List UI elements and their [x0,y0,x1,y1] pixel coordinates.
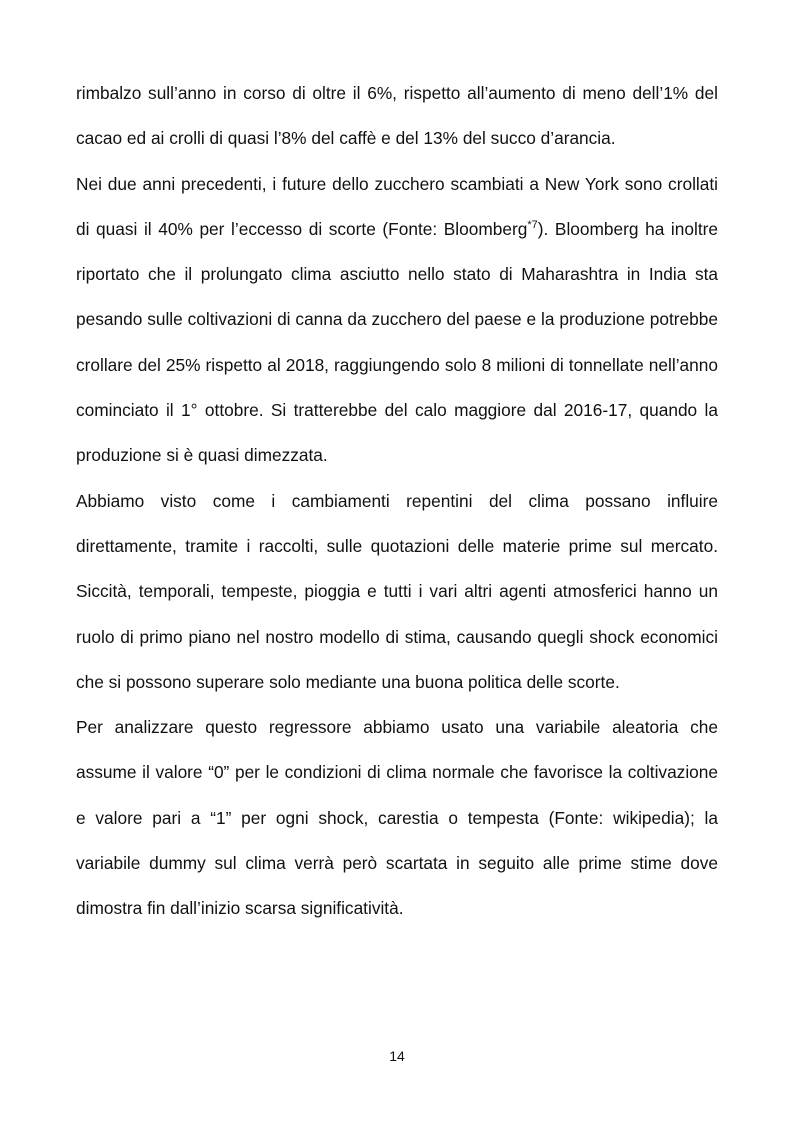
paragraph-sugar-text-end: ). Bloomberg ha inoltre riportato che il prolungato clima asciutto nello stato di Maharashtra in India sta pesando sulle coltivazioni di canna da zucchero del paese e la produzione potrebbe crollare del 25% rispetto al 2018, raggiungendo solo 8 milioni di tonnellate nell’anno cominciato il 1° ottobre. Si tratterebbe del calo maggiore dal 2016-17, quando la produzione si è quasi dimezzata. [76,218,718,466]
paragraph-sugar-futures [76,162,718,479]
document-body [76,71,718,932]
paragraph-commodity-prices: rimbalzo sull’anno in corso di oltre il 6%, rispetto all’aumento di meno dell’1% del cacao ed ai crolli di quasi l’8% del caffè e del 13% del succo d’arancia. [76,83,718,149]
paragraph-sugar-text-start: Nei due anni precedenti, i future dello zucchero scambiati a New York sono crollati di quasi il 40% per l’eccesso di scorte (Fonte: Bloomberg [76,173,718,239]
footnote-reference: *7 [527,219,538,232]
paragraph-dummy-variable: Per analizzare questo regressore abbiamo usato una variabile aleatoria che assume il valore “0” per le condizioni di clima normale che favorisce la coltivazione e valore pari a “1” per ogni shock, carestia o tempesta (Fonte: wikipedia); la variabile dummy sul clima verrà però scartata in seguito alle prime stime dove dimostra fin dall’inizio scarsa significatività. [76,717,718,919]
page-number: 14 [389,1048,405,1064]
paragraph-climate-effects: Abbiamo visto come i cambiamenti repentini del clima possano influire direttamente, tramite i raccolti, sulle quotazioni delle materie prime sul mercato. Siccità, temporali, tempeste, pioggia e tutti i vari altri agenti atmosferici hanno un ruolo di primo piano nel nostro modello di stima, causando quegli shock economici che si possono superare solo mediante una buona politica delle scorte. [76,490,718,692]
